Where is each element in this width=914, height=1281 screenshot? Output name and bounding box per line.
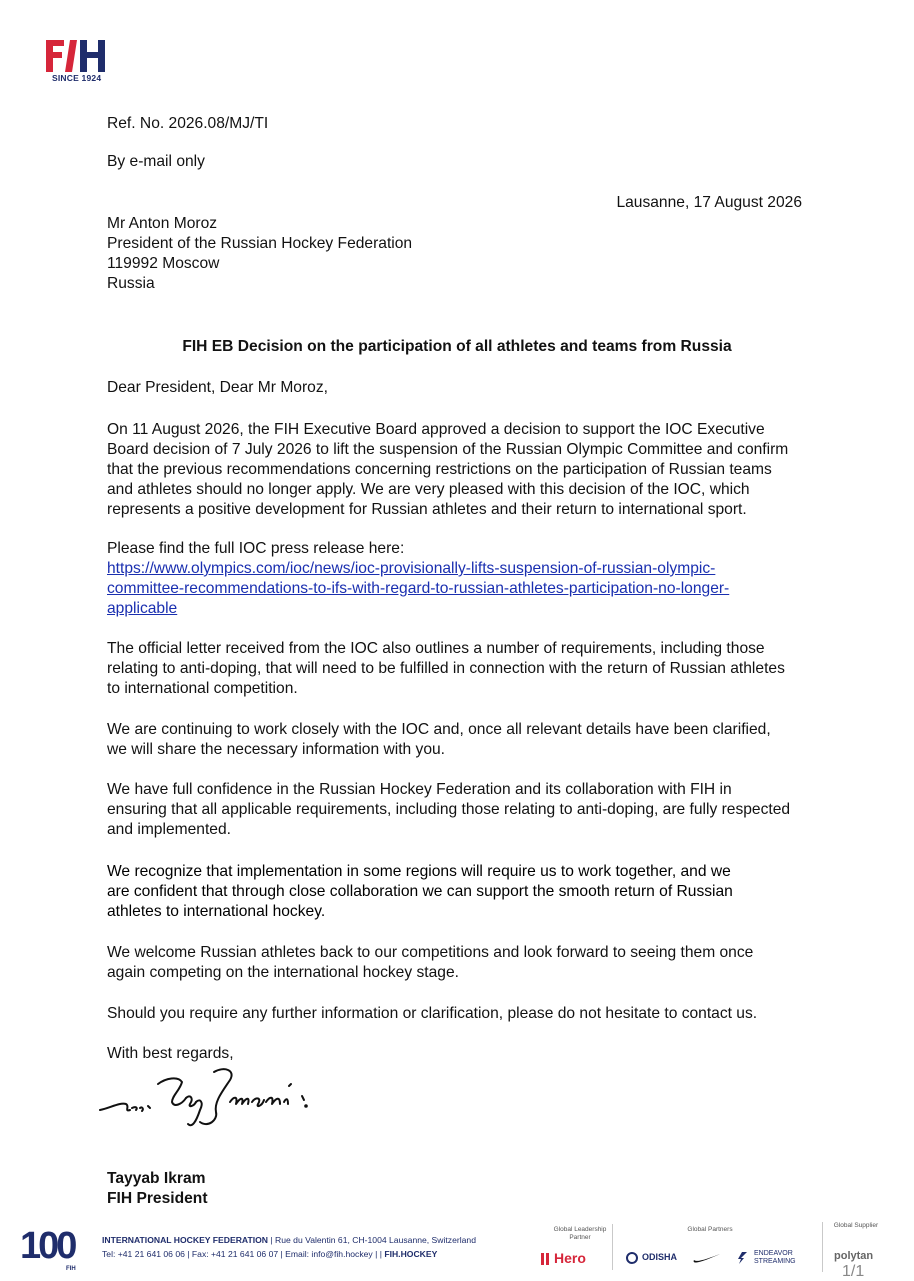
paragraph-line: relating to anti-doping, that will need to be fulfilled in connection with the return of Russian athletes	[107, 660, 785, 677]
reference-number: Ref. No. 2026.08/MJ/TI	[107, 115, 269, 132]
paragraph-line: and implemented.	[107, 821, 231, 838]
paragraph-line: again competing on the international hockey stage.	[107, 964, 459, 981]
endeavor-mark-icon	[736, 1251, 750, 1265]
press-release-block	[107, 539, 807, 619]
paragraph-line: ensuring that all applicable requirements, including those relating to anti-doping, are fully respected	[107, 801, 791, 818]
body-paragraph-2	[107, 639, 807, 699]
recipient-line: Russia	[107, 275, 155, 292]
body-paragraph-1	[107, 420, 807, 520]
letter-subject: FIH EB Decision on the participation of all athletes and teams from Russia	[182, 338, 732, 355]
paragraph-line: Board decision of 7 July 2026 to lift the suspension of the Russian Olympic Committee and confirm	[107, 441, 789, 458]
sponsor-divider	[612, 1224, 613, 1270]
body-paragraph-5	[107, 862, 807, 922]
recipient-line: President of the Russian Hockey Federation	[107, 235, 413, 252]
sponsor-name: ENDEAVOR STREAMING	[754, 1250, 796, 1265]
press-release-link-line: https://www.olympics.com/ioc/news/ioc-provisionally-lifts-suspension-of-russian-olympic-	[107, 560, 716, 577]
paragraph-line: and athletes should no longer apply. We are very pleased with this decision of the IOC, which	[107, 481, 750, 498]
paragraph-line: that the previous recommendations concerning restrictions on the participation of Russian teams	[107, 461, 772, 478]
paragraph-line: to international competition.	[107, 680, 298, 697]
recipient-line: 119992 Moscow	[107, 255, 220, 272]
sponsor-name: ODISHA	[642, 1252, 678, 1262]
paragraph-line: represents a positive development for Russian athletes and their return to international sport.	[107, 501, 747, 518]
odisha-logo	[626, 1251, 688, 1269]
sponsor-group-label: Global Leadership Partner	[553, 1226, 607, 1241]
footer-address-line	[102, 1235, 476, 1245]
sponsor-group-label: Global Partners	[687, 1226, 733, 1233]
page-footer	[0, 1218, 914, 1280]
signer-title: FIH President	[107, 1190, 208, 1207]
recipient-line: Mr Anton Moroz	[107, 215, 218, 232]
closing: With best regards,	[107, 1045, 234, 1062]
org-name: INTERNATIONAL HOCKEY FEDERATION	[102, 1235, 268, 1245]
press-release-link[interactable]	[107, 559, 807, 619]
sponsor-group-label: Global Supplier	[833, 1222, 879, 1229]
paragraph-line: On 11 August 2026, the FIH Executive Board approved a decision to support the IOC Executive	[107, 421, 765, 438]
footer-contact-line	[102, 1249, 437, 1259]
signer-name: Tayyab Ikram	[107, 1170, 206, 1187]
body-paragraph-7: Should you require any further information or clarification, please do not hesitate to contact us.	[107, 1005, 758, 1022]
delivery-note: By e-mail only	[107, 153, 205, 170]
paragraph-line: We welcome Russian athletes back to our competitions and look forward to seeing them once	[107, 944, 754, 961]
salutation: Dear President, Dear Mr Moroz,	[107, 379, 328, 396]
sponsor-name: Hero	[554, 1250, 586, 1266]
handwritten-signature	[96, 1062, 358, 1134]
badge-number: 100	[20, 1225, 75, 1267]
fih-logo	[44, 38, 116, 86]
fih-100-badge	[20, 1226, 92, 1272]
press-release-link-line: committee-recommendations-to-ifs-with-regard-to-russian-athletes-participation-no-longer-	[107, 580, 730, 597]
logo-since-text: SINCE 1924	[52, 73, 102, 83]
polytan-logo: polytan	[834, 1250, 874, 1262]
hero-logo	[540, 1250, 610, 1268]
paragraph-line: athletes to international hockey.	[107, 903, 326, 920]
endeavor-streaming-logo	[736, 1248, 812, 1268]
paragraph-line: we will share the necessary information with you.	[107, 741, 446, 758]
body-paragraph-3	[107, 720, 807, 760]
badge-sub: FIH	[66, 1266, 76, 1272]
paragraph-line: are confident that through close collaboration we can support the smooth return of Russian	[107, 883, 733, 900]
paragraph-line: We have full confidence in the Russian Hockey Federation and its collaboration with FIH in	[107, 781, 732, 798]
hero-mark-icon	[540, 1252, 550, 1266]
org-website: FIH.HOCKEY	[384, 1249, 438, 1259]
paragraph-line: We recognize that implementation in some regions will require us to work together, and we	[107, 863, 731, 880]
body-paragraph-4	[107, 780, 807, 840]
nike-swoosh-icon	[692, 1251, 722, 1265]
sponsor-divider	[822, 1222, 823, 1272]
org-contact: Tel: +41 21 641 06 06 | Fax: +41 21 641 06 07 | Email: info@fih.hockey | |	[102, 1249, 382, 1259]
place-date: Lausanne, 17 August 2026	[616, 194, 802, 211]
odisha-emblem-icon	[626, 1252, 638, 1264]
page-counter: 1/1	[842, 1263, 865, 1280]
paragraph-line: The official letter received from the IOC also outlines a number of requirements, including those	[107, 640, 765, 657]
paragraph-line: We are continuing to work closely with the IOC and, once all relevant details have been clarified,	[107, 721, 771, 738]
recipient-address	[107, 214, 412, 294]
fih-logo-mark	[44, 38, 116, 74]
body-paragraph-6	[107, 943, 807, 983]
press-release-intro: Please find the full IOC press release here:	[107, 540, 405, 557]
org-address: | Rue du Valentin 61, CH-1004 Lausanne, Switzerland	[270, 1235, 476, 1245]
press-release-link-line: applicable	[107, 600, 178, 617]
